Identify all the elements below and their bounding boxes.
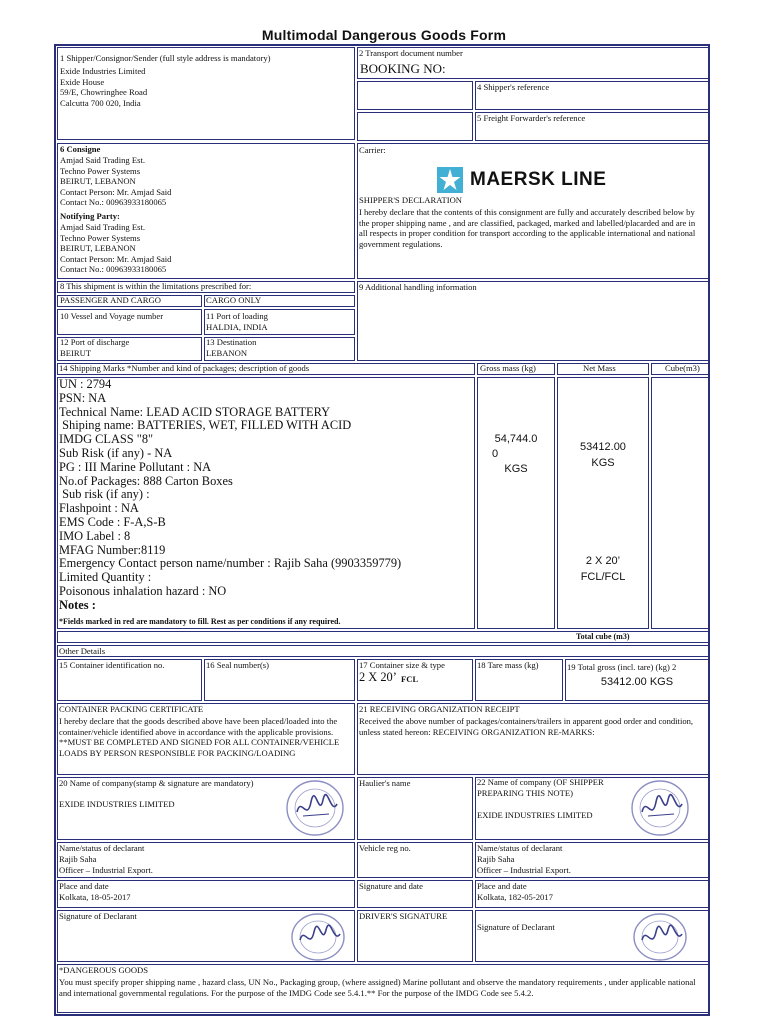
container-size-suffix: FCL bbox=[401, 674, 419, 684]
gross-mass-line2: 0 bbox=[491, 448, 499, 460]
packing-cert-text bbox=[59, 716, 353, 758]
gross-mass-box bbox=[477, 377, 555, 629]
receiving-text: Received the above number of packages/containers/trailers in apparent good order and condition, unless stated hereon: RECEIVING ORGANIZATION RE-MARKS: bbox=[359, 716, 696, 737]
vehicle-label: Vehicle reg no. bbox=[359, 843, 411, 853]
cargo-only-option: CARGO ONLY bbox=[206, 295, 262, 305]
net-header-label: Net Mass bbox=[583, 363, 616, 373]
handling-label: 9 Additional handling information bbox=[359, 282, 477, 292]
shipper-address: Exide Industries Limited Exide House 59/E, Chowringhee Road Calcutta 700 020, India bbox=[60, 66, 148, 108]
port-discharge-value: BEIRUT bbox=[60, 348, 92, 358]
declarant-left-label: Name/status of declarant bbox=[59, 843, 145, 853]
goods-line: Flashpoint : NA bbox=[59, 502, 139, 516]
transport-doc-label: 2 Transport document number bbox=[359, 48, 463, 58]
declaration-text: I hereby declare that the contents of this consignment are fully and accurately described below by the proper shipping name , and are classified, packaged, marked and labelled/placarded and are in all respects in proper condition for transport according to the applicable international and national government regulations. bbox=[359, 207, 698, 249]
company20-label: 20 Name of company(stamp & signature are mandatory) bbox=[59, 778, 254, 788]
footer-text: You must specify proper shipping name , hazard class, UN No., Packaging group, (where assigned) Marine pollutant and observe the mandatory requirements , under applicable national and international governmental regulations. For the purpose of the IMDG Code see 5.4.1.** For the purpose of the IMDG Code see 5.4.2. bbox=[59, 977, 698, 998]
goods-lines bbox=[59, 378, 473, 613]
port-loading-label: 11 Port of loading bbox=[206, 311, 268, 321]
goods-line: Emergency Contact person name/number : Rajib Saha (9903359779) bbox=[59, 557, 402, 571]
goods-line: EMS Code : F-A,S-B bbox=[59, 515, 166, 529]
goods-line: Shiping name: BATTERIES, WET, FILLED WITH ACID bbox=[59, 419, 352, 433]
booking-number: BOOKING NO: bbox=[360, 62, 446, 76]
haulier-label: Haulier's name bbox=[359, 778, 411, 788]
declarant-left-name: Rajib Saha bbox=[59, 854, 97, 864]
gross-mass-line1: 54,744.0 bbox=[494, 433, 538, 445]
declarant-stamp-right bbox=[630, 912, 690, 962]
declarant-left-role: Officer – Industrial Export. bbox=[59, 865, 153, 875]
notify-label: Notifying Party: bbox=[60, 211, 120, 221]
declarant-stamp-left bbox=[288, 912, 348, 962]
gross-mass-unit: KGS bbox=[504, 463, 528, 475]
goods-line: IMDG CLASS "8" bbox=[59, 433, 154, 447]
net-mass-box bbox=[557, 377, 649, 629]
tare-label: 18 Tare mass (kg) bbox=[477, 660, 539, 670]
declarant-right-name: Rajib Saha bbox=[477, 854, 515, 864]
container-size-label: 17 Container size & type bbox=[359, 660, 445, 670]
passenger-cargo-option: PASSENGER AND CARGO bbox=[60, 295, 161, 305]
place-right-value: Kolkata, 182-05-2017 bbox=[477, 892, 553, 902]
place-right-label: Place and date bbox=[477, 881, 527, 891]
declarant-right-label: Name/status of declarant bbox=[477, 843, 563, 853]
carrier-logo bbox=[437, 167, 637, 195]
goods-line: Sub risk (if any) : bbox=[59, 488, 150, 502]
goods-line: UN : 2794 bbox=[59, 378, 112, 391]
blank-box-a bbox=[357, 81, 473, 110]
freight-ref-label: 5 Freight Forwarder's reference bbox=[477, 113, 586, 123]
goods-line: Limited Quantity : bbox=[59, 571, 152, 585]
port-discharge-label: 12 Port of discharge bbox=[60, 337, 130, 347]
goods-line: Sub Risk (if any) - NA bbox=[59, 446, 173, 460]
maersk-logo-text: MAERSK LINE bbox=[470, 169, 607, 190]
goods-line: MFAG Number:8119 bbox=[59, 543, 166, 557]
place-left-label: Place and date bbox=[59, 881, 109, 891]
packing-cert-title: CONTAINER PACKING CERTIFICATE bbox=[59, 704, 204, 714]
place-left-value: Kolkata, 18-05-2017 bbox=[59, 892, 131, 902]
gross-header-label: Gross mass (kg) bbox=[480, 363, 536, 373]
company22-label: 22 Name of company (OF SHIPPER PREPARING THIS NOTE) bbox=[477, 777, 606, 798]
company22-value: EXIDE INDUSTRIES LIMITED bbox=[477, 810, 593, 820]
sig-right-label: Signature of Declarant bbox=[477, 922, 555, 932]
company-stamp-left bbox=[283, 778, 347, 838]
total-gross-label: 19 Total gross (incl. tare) (kg) 2 bbox=[567, 662, 677, 672]
notify-address: Amjad Said Trading Est. Techno Power Systems BEIRUT, LEBANON Contact Person: Mr. Amjad Said Contact No.: 00963933180065 bbox=[60, 222, 172, 275]
shipper-label: 1 Shipper/Consignor/Sender (full style address is mandatory) bbox=[60, 53, 271, 63]
cube-header-label: Cube(m3) bbox=[665, 363, 700, 373]
goods-header-label: 14 Shipping Marks *Number and kind of packages; description of goods bbox=[59, 363, 310, 373]
sig-left-label: Signature of Declarant bbox=[59, 911, 137, 921]
company20-value: EXIDE INDUSTRIES LIMITED bbox=[59, 799, 175, 809]
driver-label: DRIVER'S SIGNATURE bbox=[359, 911, 448, 921]
port-loading-value: HALDIA, INDIA bbox=[206, 322, 268, 332]
net-mass-value: 53412.00 bbox=[580, 441, 626, 453]
declarant-right-role: Officer – Industrial Export. bbox=[477, 865, 571, 875]
container-id-label: 15 Container identification no. bbox=[59, 660, 165, 670]
total-gross-value: 53412.00 KGS bbox=[600, 676, 674, 688]
goods-line: PG : III Marine Pollutant : NA bbox=[59, 460, 212, 474]
other-details-label: Other Details bbox=[59, 646, 106, 656]
total-cube-label: Total cube (m3) bbox=[576, 632, 630, 641]
container-count-line1: 2 X 20’ bbox=[585, 555, 621, 567]
goods-line: PSN: NA bbox=[59, 391, 107, 405]
net-mass-unit: KGS bbox=[591, 457, 615, 469]
vessel-label: 10 Vessel and Voyage number bbox=[60, 311, 164, 321]
declaration-title: SHIPPER'S DECLARATION bbox=[359, 195, 463, 205]
company-stamp-right bbox=[628, 778, 692, 838]
consignee-label: 6 Consigne bbox=[60, 144, 101, 154]
footer-title: *DANGEROUS GOODS bbox=[59, 965, 149, 975]
handling-box bbox=[357, 281, 709, 361]
notes-label: Notes : bbox=[59, 598, 96, 612]
carrier-label: Carrier: bbox=[359, 145, 386, 155]
goods-line: Poisonous inhalation hazard : NO bbox=[59, 584, 227, 598]
consignee-address: Amjad Said Trading Est. Techno Power Systems BEIRUT, LEBANON Contact Person: Mr. Amjad Said Contact No.: 00963933180065 bbox=[60, 155, 172, 208]
shippers-ref-label: 4 Shipper's reference bbox=[477, 82, 550, 92]
blank-box-b bbox=[357, 112, 473, 141]
goods-line: No.of Packages: 888 Carton Boxes bbox=[59, 474, 233, 488]
goods-line: Technical Name: LEAD ACID STORAGE BATTERY bbox=[59, 405, 331, 419]
goods-line: IMO Label : 8 bbox=[59, 529, 131, 543]
limitations-label: 8 This shipment is within the limitations prescribed for: bbox=[60, 281, 252, 291]
seal-label: 16 Seal number(s) bbox=[206, 660, 270, 670]
mandatory-note: *Fields marked in red are mandatory to fill. Rest as per conditions if any required. bbox=[59, 617, 341, 626]
form-title: Multimodal Dangerous Goods Form bbox=[261, 27, 507, 43]
destination-value: LEBANON bbox=[206, 348, 248, 358]
receiving-title: 21 RECEIVING ORGANIZATION RECEIPT bbox=[359, 704, 520, 714]
packing-cert-body: I hereby declare that the goods described above have been placed/loaded into the container/vehicle identified above in accordance with the applicable provisions. bbox=[59, 716, 340, 737]
container-count-line2: FCL/FCL bbox=[580, 571, 626, 583]
destination-label: 13 Destination bbox=[206, 337, 257, 347]
packing-cert-caps: **MUST BE COMPLETED AND SIGNED FOR ALL CONTAINER/VEHICLE LOADS BY PERSON RESPONSIBLE FOR PACKING/LOADING bbox=[59, 726, 342, 758]
cube-box bbox=[651, 377, 709, 629]
container-size-value: 2 X 20’ bbox=[359, 671, 397, 684]
sig-date-label: Signature and date bbox=[359, 881, 423, 891]
